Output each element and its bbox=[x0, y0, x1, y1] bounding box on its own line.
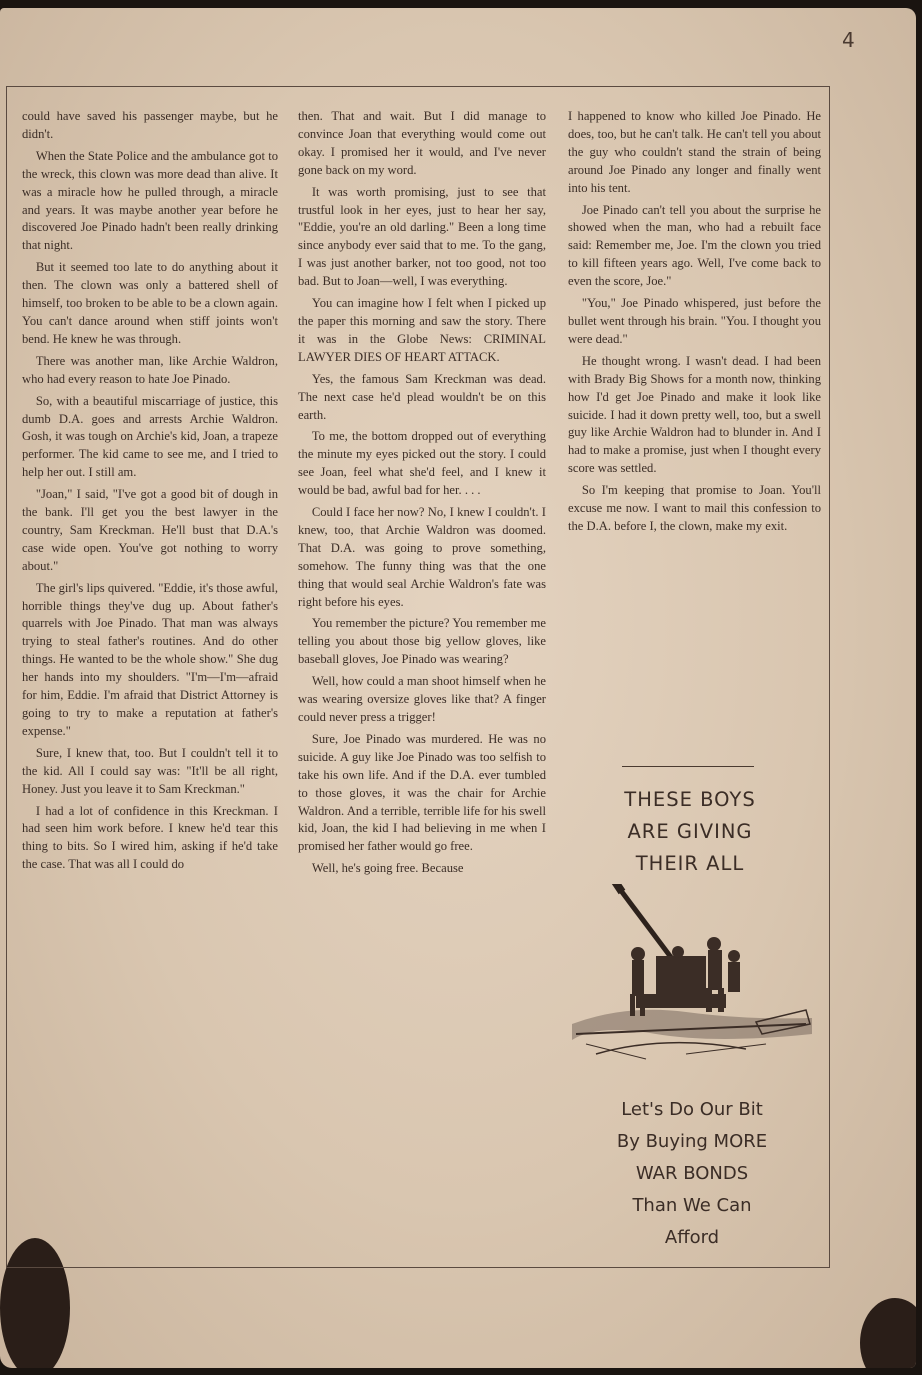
column-2 bbox=[298, 108, 546, 882]
torn-corner-right bbox=[860, 1298, 916, 1368]
paragraph: I happened to know who killed Joe Pinado. He does, too, but he can't talk. He can't tell you about the guy who couldn't stand the strain of being around Joe Pinado any longer and finally went into his tent. bbox=[568, 109, 821, 195]
paragraph: "You," Joe Pinado whispered, just before the bullet went through his brain. "You. I thought you were dead." bbox=[568, 296, 821, 346]
paragraph: Well, he's going free. Because bbox=[311, 861, 464, 876]
anti-aircraft-gun-illustration bbox=[566, 884, 816, 1094]
ad-footer-line: By Buying MORE bbox=[616, 1131, 768, 1152]
magazine-page bbox=[0, 8, 916, 1368]
paragraph: Sure, Joe Pinado was murdered. He was no suicide. A guy like Joe Pinado was too selfish to take his own life. And if the D.A. ever tumbled to those gloves, it was the chair for Archie Waldron. And a terrible, terrible life for his swell kid, Joan, the kid I had believing in me when I promised her father would go free. bbox=[298, 731, 546, 854]
paragraph: Joe Pinado can't tell you about the surprise he showed when the man, who had a rebuilt face said: Remember me, Joe. I'm the clown you tried to kill fifteen years ago. Well, I've come back to even the score, Joe." bbox=[568, 202, 821, 289]
paragraph: When the State Police and the ambulance got to the wreck, this clown was more dead than alive. It was a miracle how he pulled through, a miracle and years. It was maybe another year before he discovered Joe Pinado hadn't been really drinking that night. bbox=[22, 148, 278, 253]
column-1 bbox=[22, 108, 278, 878]
paragraph: It was worth promising, just to see that trustful look in her eyes, just to hear her say, "Eddie, you're an old darling." Been a long time since anybody ever said that to me. To the gang, I was just another barker, not too good, not too bad. But to Joan—well, I was everything. bbox=[298, 184, 546, 289]
paragraph: You can imagine how I felt when I picked up the paper this morning and saw the story. There it was in the Globe News: CRIMINAL LAWYER DIES OF HEART ATTACK. bbox=[298, 296, 546, 364]
paragraph: Yes, the famous Sam Kreckman was dead. The next case he'd plead wouldn't be on this earth. bbox=[298, 371, 546, 422]
ad-headline-line: THESE BOYS bbox=[624, 788, 756, 811]
ad-footer-line: Let's Do Our Bit bbox=[621, 1099, 763, 1120]
paragraph: Could I face her now? No, I knew I couldn't. I knew, too, that Archie Waldron was doomed. That D.A. was going to prove something, somehow. The funny thing was that the one thing that would seal Archie Waldron's fate was right before his eyes. bbox=[298, 505, 546, 609]
ad-footer-line: WAR BONDS bbox=[635, 1163, 749, 1184]
ad-headline-line: THEIR ALL bbox=[635, 852, 745, 875]
paragraph: He thought wrong. I wasn't dead. I had been with Brady Big Shows for a month now, thinking how I'd get Joe Pinado and make it look like suicide. I had it down pretty well, too, but a swell guy like Archie Waldron had to blunder in. And I had to make a promise, just when I thought every score was settled. bbox=[568, 353, 821, 476]
war-bonds-ad bbox=[566, 766, 828, 1256]
paragraph: To me, the bottom dropped out of everything the minute my eyes picked out the story. I could see Joan, feel what she'd feel, and I knew it would be bad, awful bad for her. . . . bbox=[298, 429, 546, 498]
paragraph: then. That and wait. But I did manage to convince Joan that everything would come out okay. I promised her it would, and I've never gone back on my word. bbox=[298, 109, 546, 177]
ad-footer bbox=[566, 1094, 818, 1254]
ad-headline bbox=[566, 784, 814, 880]
paragraph: I had a lot of confidence in this Kreckman. I had seen him work before. I knew he'd tear this thing to bits. So I wired him, asking if he'd take the case. That was all I could do bbox=[22, 803, 278, 872]
page-number: 4 bbox=[842, 28, 855, 52]
paragraph: The girl's lips quivered. "Eddie, it's those awful, horrible things they've dug up. About father's quarrels with Joe Pinado. That man was always trying to steal father's routines. And do other things. He wanted to be the whole show." She dug her hands into my shoulders. "I'm—I'm—afraid for him, Eddie. I'm afraid that District Attorney is going to try to make a reputation at father's expense." bbox=[22, 580, 278, 738]
ad-headline-line: ARE GIVING bbox=[627, 820, 753, 843]
paragraph: So I'm keeping that promise to Joan. You'll excuse me now. I want to mail this confession to the D.A. before I, the clown, make my exit. bbox=[568, 483, 821, 533]
paragraph: So, with a beautiful miscarriage of justice, this dumb D.A. goes and arrests Archie Waldron. Gosh, it was tough on Archie's kid, Joan, a trapeze performer. The kid came to see me, and I tried to help her out. I still am. bbox=[22, 393, 278, 480]
ad-footer-line: Than We Can bbox=[632, 1195, 752, 1216]
ad-divider bbox=[622, 766, 754, 767]
paragraph: Well, how could a man shoot himself when he was wearing oversize gloves like that? A finger could never press a trigger! bbox=[298, 674, 546, 724]
paragraph: Sure, I knew that, too. But I couldn't tell it to the kid. All I could say was: "It'll be all right, Honey. Just you leave it to Sam Kreckman." bbox=[22, 745, 278, 796]
paragraph: But it seemed too late to do anything about it then. The clown was only a battered shell of himself, too broken to be able to be a clown again. You can't dance around when stiff joints won't bend. He knew he was through. bbox=[22, 260, 278, 346]
paragraph: could have saved his passenger maybe, but he didn't. bbox=[22, 109, 278, 141]
ad-footer-line: Afford bbox=[664, 1227, 720, 1248]
paragraph: "Joan," I said, "I've got a good bit of dough in the bank. I'll get you the best lawyer in the country, Sam Kreckman. He'll bust that D.A.'s case wide open. You've got nothing to worry about." bbox=[22, 487, 278, 573]
column-3 bbox=[568, 108, 821, 540]
paragraph: There was another man, like Archie Waldron, who had every reason to hate Joe Pinado. bbox=[22, 353, 278, 386]
paragraph: You remember the picture? You remember me telling you about those big yellow gloves, like baseball gloves, Joe Pinado was wearing? bbox=[298, 616, 546, 667]
